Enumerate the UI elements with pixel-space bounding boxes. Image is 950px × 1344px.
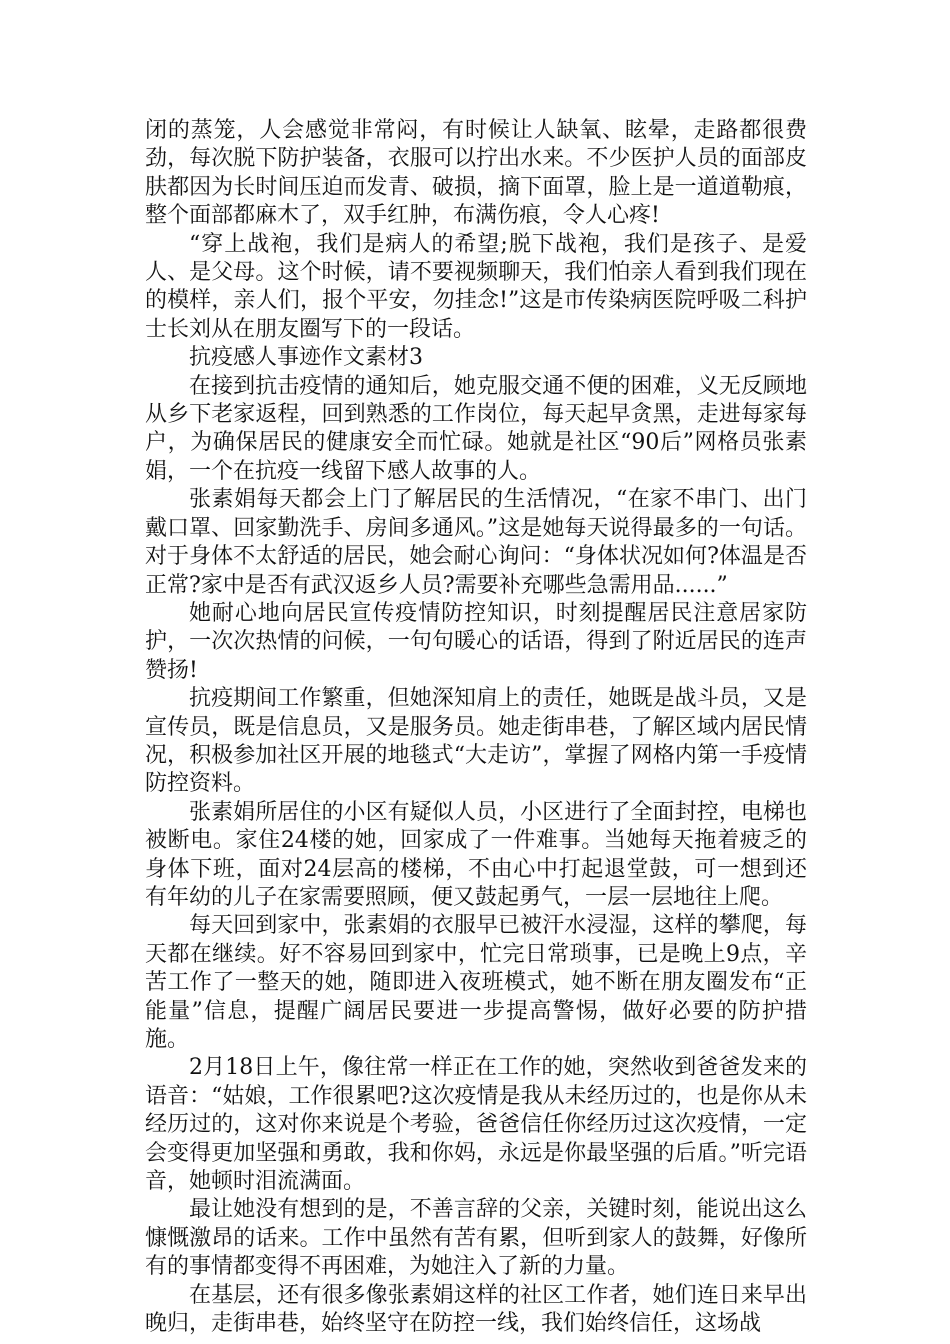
paragraph: 2月18日上午，像往常一样正在工作的她，突然收到爸爸发来的语音：“姑娘，工作很累吧?这次疫情是我从未经历过的，也是你从未经历过的，这对你来说是个考验，爸爸信任你经历过这次疫情，一定会变得更加坚强和勇敢，我和你妈，永远是你最坚强的后盾。”听完语音，她顿时泪流满面。 (145, 1055, 807, 1195)
paragraph: 最让她没有想到的是，不善言辞的父亲，关键时刻，能说出这么慷慨激昂的话来。工作中虽然有苦有累，但听到家人的鼓舞，好像所有的事情都变得不再困难，为她注入了新的力量。 (145, 1197, 807, 1280)
section-heading: 抗疫感人事迹作文素材3 (189, 345, 423, 371)
paragraph: 张素娟每天都会上门了解居民的生活情况，“在家不串门、出门戴口罩、回家勤洗手、房间多通风。”这是她每天说得最多的一句话。对于身体不太舒适的居民，她会耐心询问：“身体状况如何?体温是否正常?家中是否有武汉返乡人员?需要补充哪些急需用品......” (145, 487, 807, 598)
paragraph: 每天回到家中，张素娟的衣服早已被汗水浸湿，这样的攀爬，每天都在继续。好不容易回到家中，忙完日常琐事，已是晚上9点，辛苦工作了一整天的她，随即进入夜班模式，她不断在朋友圈发布“正能量”信息，提醒广阔居民要进一步提高警惕，做好必要的防护措施。 (145, 913, 807, 1052)
paragraph: 闭的蒸笼，人会感觉非常闷，有时候让人缺氧、眩晕，走路都很费劲，每次脱下防护装备，衣服可以拧出水来。不少医护人员的面部皮肤都因为长时间压迫而发青、破损，摘下面罩，脸上是一道道勒痕，整个面部都麻木了，双手红肿，布满伤痕，令人心疼! (145, 118, 807, 229)
paragraph: 在接到抗击疫情的通知后，她克服交通不便的困难，义无反顾地从乡下老家返程，回到熟悉的工作岗位，每天起早贪黑，走进每家每户，为确保居民的健康安全而忙碌。她就是社区“90后”网格员张素娟，一个在抗疫一线留下感人故事的人。 (145, 373, 807, 484)
paragraph: 她耐心地向居民宣传疫情防控知识，时刻提醒居民注意居家防护，一次次热情的问候，一句句暖心的话语，得到了附近居民的连声赞扬! (145, 600, 807, 683)
document-page (145, 117, 807, 1338)
paragraph: 抗疫期间工作繁重，但她深知肩上的责任，她既是战斗员，又是宣传员，既是信息员，又是服务员。她走街串巷，了解区域内居民情况，积极参加社区开展的地毯式“大走访”，掌握了网格内第一手疫情防控资料。 (145, 686, 807, 797)
paragraph: “穿上战袍，我们是病人的希望;脱下战袍，我们是孩子、是爱人、是父母。这个时候，请不要视频聊天，我们怕亲人看到我们现在的模样，亲人们，报个平安，勿挂念!”这是市传染病医院呼吸二科护士长刘从在朋友圈写下的一段话。 (145, 231, 807, 342)
paragraph: 张素娟所居住的小区有疑似人员，小区进行了全面封控，电梯也被断电。家住24楼的她，回家成了一件难事。当她每天拖着疲乏的身体下班，面对24层高的楼梯，不由心中打起退堂鼓，可一想到还有年幼的儿子在家需要照顾，便又鼓起勇气，一层一层地往上爬。 (145, 799, 807, 910)
paragraph: 在基层，还有很多像张素娟这样的社区工作者，她们连日来早出晚归，走街串巷，始终坚守在防控一线，我们始终信任，这场战 (145, 1282, 807, 1337)
